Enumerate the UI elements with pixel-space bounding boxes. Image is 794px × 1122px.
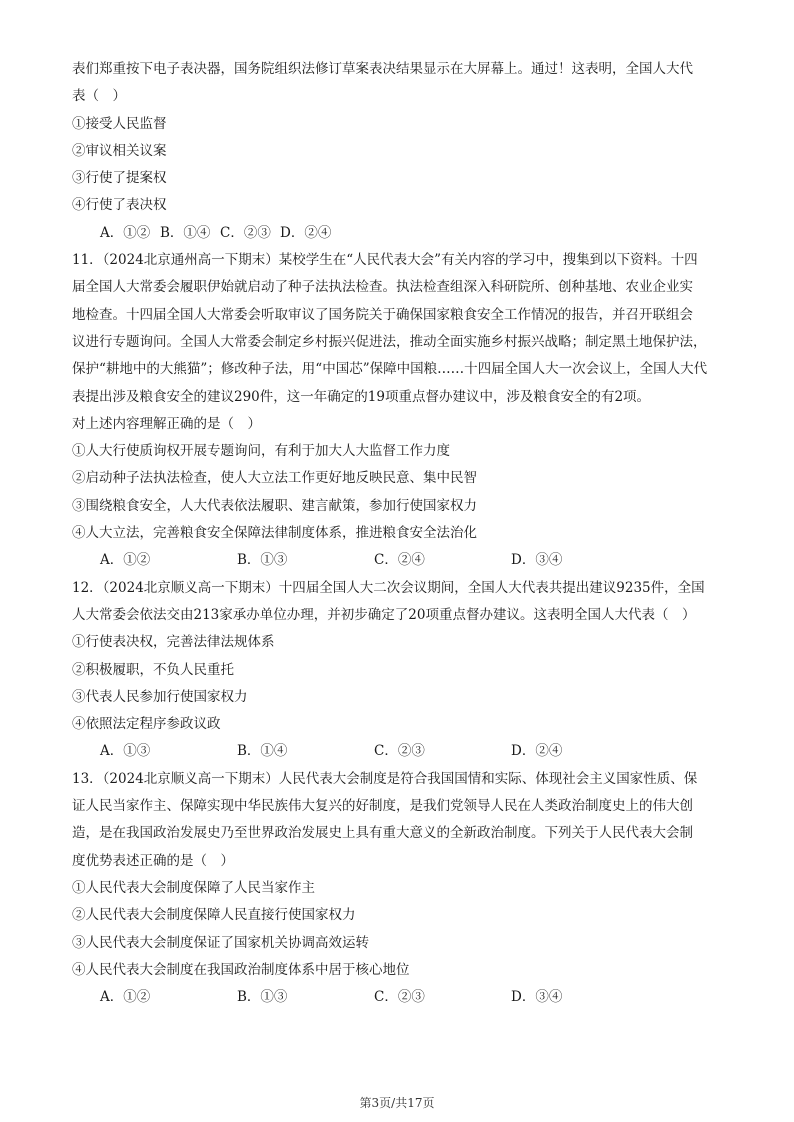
question-stem-line: 表们郑重按下电子表决器，国务院组织法修订草案表决结果显示在大屏幕上。通过！这表明，全国人大代	[72, 61, 693, 77]
statement-item: ④依照法定程序参政议政	[72, 716, 221, 733]
option-b: B．①④	[160, 224, 211, 241]
question-10	[72, 56, 722, 247]
option-c: C．②③	[220, 224, 271, 241]
option-c: C．②④	[374, 552, 425, 569]
statement-item: ②启动种子法执法检查，使人大立法工作更好地反映民意、集中民智	[72, 470, 477, 487]
statement-item: ①行使表决权，完善法律法规体系	[72, 634, 275, 651]
question-stem-line: 证人民当家作主、保障实现中华民族伟大复兴的好制度，是我们党领导人民在人类政治制度史上的伟大创	[72, 798, 693, 815]
option-d: D．③④	[511, 552, 563, 569]
question-stem-line: 届全国人大常委会履职伊始就启动了种子法执法检查。执法检查组深入科研院所、创种基地、农业企业实	[72, 279, 693, 296]
statement-item: ④人大立法，完善粮食安全保障法律制度体系，推进粮食安全法治化	[72, 525, 477, 542]
option-d: D．②④	[511, 743, 563, 760]
option-d: D．②④	[280, 224, 332, 241]
question-stem-line: 议进行专题询问。全国人大常委会制定乡村振兴促进法，推动全面实施乡村振兴战略；制定黑土地保护法，	[72, 333, 707, 350]
option-a: A．①②	[100, 552, 151, 569]
option-b: B．①③	[237, 552, 288, 569]
statement-item: ③代表人民参加行使国家权力	[72, 688, 248, 705]
question-stem-line: 表（ ）	[72, 88, 126, 105]
question-prompt: 对上述内容理解正确的是（ ）	[72, 415, 261, 432]
page-number: 第3页/共17页	[359, 1096, 435, 1110]
answer-options	[72, 220, 722, 247]
option-d: D．③④	[511, 989, 563, 1006]
option-b: B．①④	[237, 743, 288, 760]
page-body	[72, 56, 722, 1011]
statement-item: ④行使了表决权	[72, 197, 167, 214]
option-a: A．①②	[100, 989, 151, 1006]
statement-item: ②审议相关议案	[72, 142, 167, 159]
option-c: C．②③	[374, 989, 425, 1006]
statement-item: ①人民代表大会制度保障了人民当家作主	[72, 879, 315, 896]
question-stem-line: 人大常委会依法交由213家承办单位办理，并初步确定了20项重点督办建议。这表明全国人大代表（ ）	[72, 606, 696, 623]
option-b: B．①③	[237, 989, 288, 1006]
statement-item: ③行使了提案权	[72, 170, 167, 187]
statement-item: ②积极履职，不负人民重托	[72, 661, 234, 678]
question-stem-line: 12．（2024北京顺义高一下期末）十四届全国人大二次会议期间，全国人大代表共提出建议9235件，全国	[72, 579, 705, 596]
statement-item: ①接受人民监督	[72, 115, 167, 132]
option-a: A．①③	[100, 743, 151, 760]
statement-item: ②人民代表大会制度保障人民直接行使国家权力	[72, 907, 356, 924]
question-stem-line: 度优势表述正确的是（ ）	[72, 852, 234, 869]
question-stem-line: 13．（2024北京顺义高一下期末）人民代表大会制度是符合我国国情和实际、体现社会主义国家性质、保	[72, 770, 698, 787]
statement-item: ④人民代表大会制度在我国政治制度体系中居于核心地位	[72, 961, 410, 978]
question-13	[72, 766, 722, 1012]
question-stem-line: 造，是在我国政治发展史乃至世界政治发展史上具有重大意义的全新政治制度。下列关于人民代表大会制	[72, 825, 693, 842]
statement-item: ③人民代表大会制度保证了国家机关协调高效运转	[72, 934, 369, 951]
answer-options	[72, 984, 722, 1011]
statement-item: ③围绕粮食安全，人大代表依法履职、建言献策，参加行使国家权力	[72, 497, 477, 514]
question-stem-line: 11．（2024北京通州高一下期末）某校学生在“人民代表大会”有关内容的学习中，搜集到以下资料。十四	[72, 252, 698, 269]
statement-item: ①人大行使质询权开展专题询问，有利于加大人大监督工作力度	[72, 443, 450, 460]
question-11	[72, 247, 722, 575]
answer-options	[72, 738, 722, 765]
option-a: A．①②	[100, 224, 151, 241]
question-stem-line: 地检查。十四届全国人大常委会听取审议了国务院关于确保国家粮食安全工作情况的报告，并召开联组会	[72, 306, 693, 323]
question-stem-line: 保护“耕地中的大熊猫”；修改种子法，用“中国芯”保障中国粮……十四届全国人大一次会议上，全国人大代	[72, 361, 708, 378]
question-stem-line: 表提出涉及粮食安全的建议290件，这一年确定的19项重点督办建议中，涉及粮食安全的有2项。	[72, 388, 651, 405]
option-c: C．②③	[374, 743, 425, 760]
question-12	[72, 575, 722, 766]
answer-options	[72, 547, 722, 574]
